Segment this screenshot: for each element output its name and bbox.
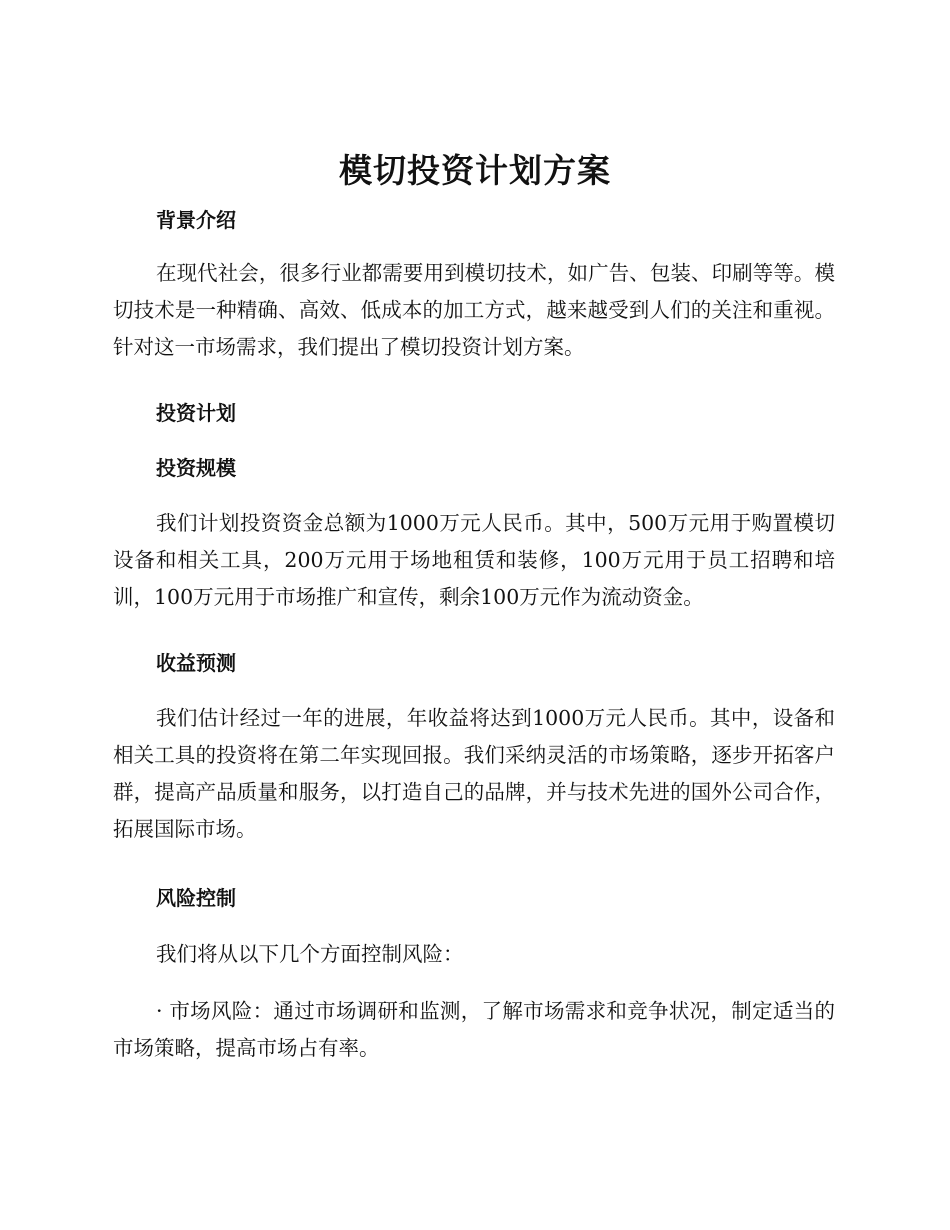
section-heading-investment-scale: 投资规模	[156, 456, 236, 480]
paragraph-revenue-forecast: 我们估计经过一年的进展，年收益将达到1000万元人民币。其中，设备和相关工具的投资将在第二年实现回报。我们采纳灵活的市场策略，逐步开拓客户群，提高产品质量和服务，以打造自己的品牌，并与技术先进的国外公司合作，拓展国际市场。	[113, 706, 835, 841]
section-heading-background: 背景介绍	[156, 208, 236, 232]
paragraph-investment-scale: 我们计划投资资金总额为1000万元人民币。其中，500万元用于购置模切设备和相关工具，200万元用于场地租赁和装修，100万元用于员工招聘和培训，100万元用于市场推广和宣传，剩余100万元作为流动资金。	[113, 511, 835, 609]
section-heading-risk-control: 风险控制	[156, 886, 236, 910]
paragraph-risk-intro: 我们将从以下几个方面控制风险：	[156, 942, 464, 966]
document-title: 模切投资计划方案	[339, 151, 611, 190]
section-heading-revenue-forecast: 收益预测	[156, 651, 236, 675]
section-heading-investment-plan: 投资计划	[156, 401, 236, 425]
paragraph-background: 在现代社会，很多行业都需要用到模切技术，如广告、包装、印刷等等。模切技术是一种精确、高效、低成本的加工方式，越来越受到人们的关注和重视。针对这一市场需求，我们提出了模切投资计划方案。	[113, 261, 835, 359]
bullet-market-risk: · 市场风险：通过市场调研和监测，了解市场需求和竞争状况，制定适当的市场策略，提高市场占有率。	[113, 999, 835, 1060]
